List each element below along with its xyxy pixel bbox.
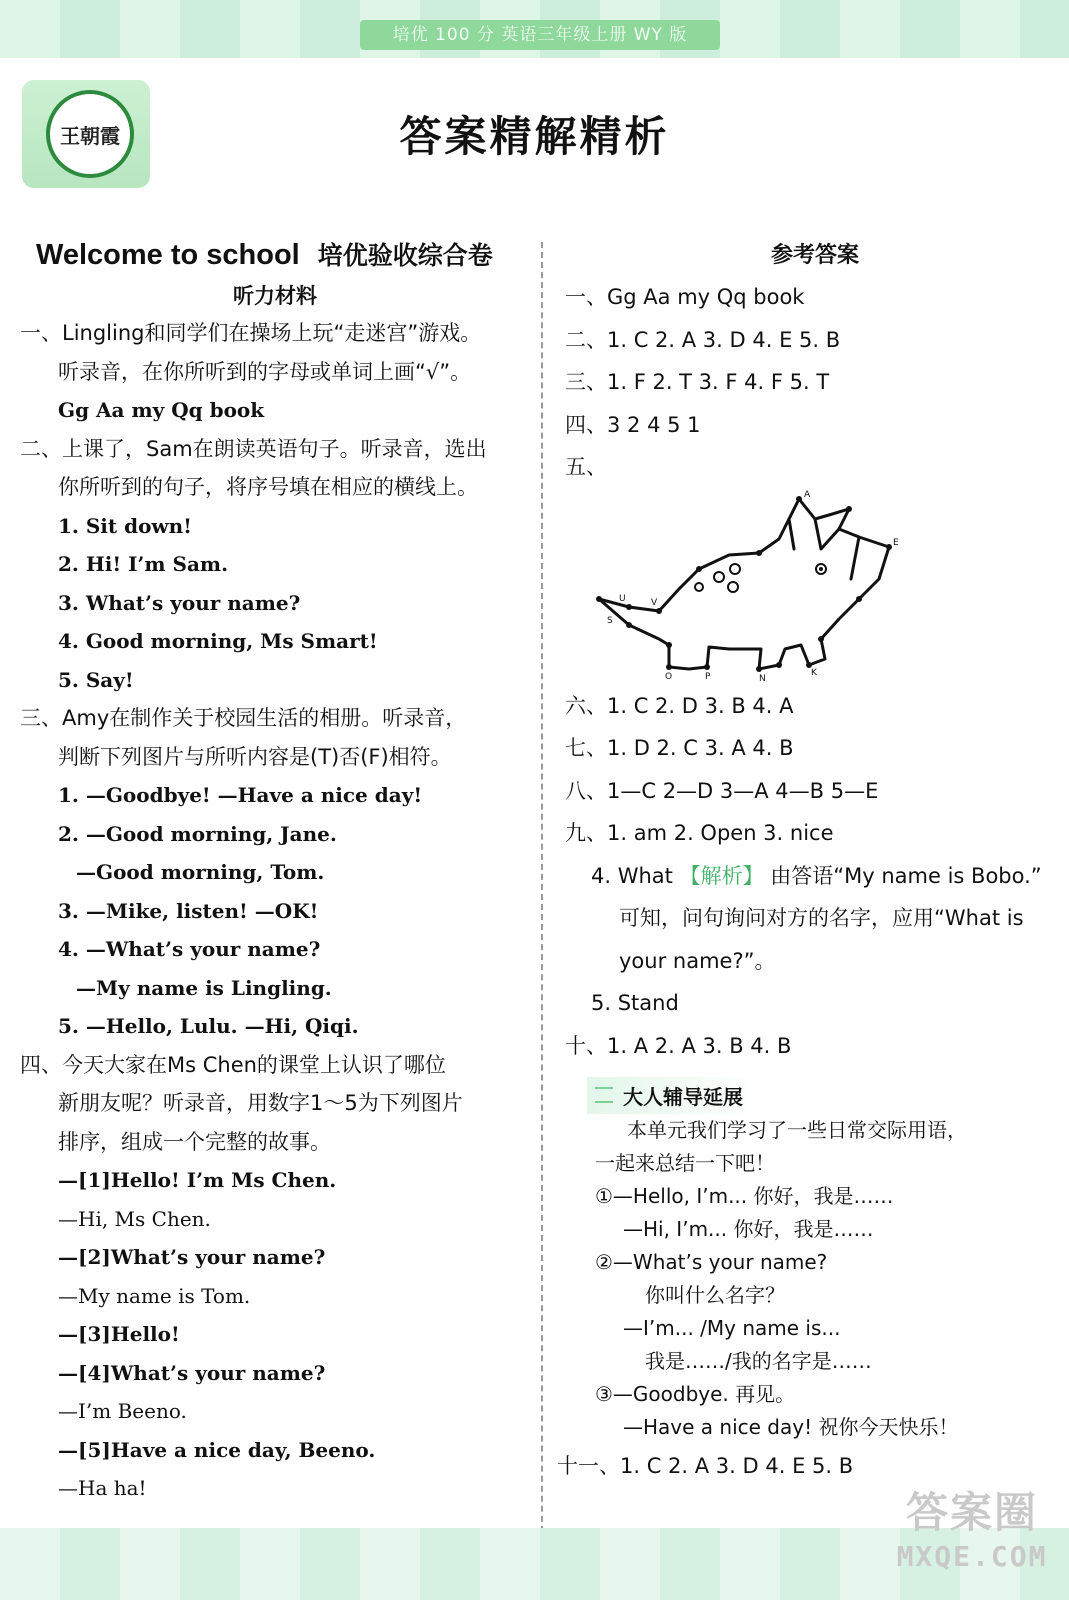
svg-text:S: S (607, 615, 613, 626)
q2-sentence: 5. Say! (58, 667, 134, 692)
guidance-line: —I’m... /My name is... (623, 1316, 841, 1340)
answer-4: 四、3 2 4 5 1 (565, 412, 701, 437)
answer-3: 三、1. F 2. T 3. F 4. F 5. T (565, 370, 830, 394)
lines-icon (595, 1087, 613, 1103)
q4-story-line: —My name is Tom. (58, 1283, 251, 1308)
parent-guidance-box (565, 1077, 1065, 1444)
guidance-line: 你叫什么名字？ (645, 1283, 785, 1307)
q3-dialogue: 2. —Good morning, Jane. (58, 821, 337, 846)
header-banner: 培优 100 分 英语三年级上册 WY 版 (360, 20, 720, 50)
q4-story-line: —Hi, Ms Chen. (58, 1206, 211, 1231)
answer-9-5: 5. Stand (591, 991, 679, 1015)
q4-instruction-3: 排序，组成一个完整的故事。 (58, 1129, 331, 1154)
answer-2: 二、1. C 2. A 3. D 4. E 5. B (565, 327, 841, 352)
q2-sentence: 3. What’s your name? (58, 590, 301, 615)
q3-dialogue: 3. —Mike, listen! —OK! (58, 898, 319, 923)
q4-instruction-2: 新朋友呢？听录音，用数字1～5为下列图片 (58, 1091, 463, 1115)
parent-guidance-title-text: 大人辅导延展 (623, 1085, 743, 1109)
q3-dialogue: —My name is Lingling. (76, 975, 332, 1000)
q1-instruction-1: 一、Lingling和同学们在操场上玩“走迷宫”游戏。 (20, 321, 482, 345)
q4-story-line: —I’m Beeno. (58, 1399, 187, 1423)
q2-instruction-1: 二、上课了，Sam在朗读英语句子。听录音，选出 (20, 436, 487, 461)
watermark (887, 1480, 1057, 1573)
answer-5: 五、 (565, 455, 607, 479)
page-title: 答案精解精析 (399, 112, 670, 161)
column-divider (541, 242, 543, 1582)
listening-material-subtitle: 听力材料 (233, 284, 317, 308)
q3-dialogue: 4. —What’s your name? (58, 937, 321, 961)
answers-title: 参考答案 (770, 243, 859, 268)
svg-text:N: N (759, 673, 766, 684)
q4-story-line: —[4]What’s your name? (58, 1360, 326, 1385)
q3-dialogue: —Good morning, Tom. (76, 860, 325, 884)
q3-dialogue: 1. —Goodbye! —Have a nice day! (58, 783, 423, 807)
q4-story-line: —Ha ha! (58, 1476, 147, 1500)
q3-instruction-2: 判断下列图片与所听内容是(T)否(F)相符。 (58, 744, 452, 769)
dinosaur-dot-to-dot-image (589, 489, 919, 685)
top-decorative-band (0, 0, 1069, 58)
svg-text:P: P (705, 671, 711, 682)
answer-9-4-explain: 由答语“My name is Bobo.” (770, 863, 1042, 888)
analysis-tag: 【解析】 (679, 863, 764, 888)
svg-text:U: U (619, 593, 626, 604)
q3-instruction-1: 三、Amy在制作关于校园生活的相册。听录音， (20, 706, 467, 730)
logo-text: 王朝霞 (60, 123, 120, 148)
q1-items: Gg Aa my Qq book (58, 398, 265, 422)
answer-9-4-explain-2: 可知，问句询问对方的名字，应用“What is (619, 906, 1024, 930)
section-title-cn: 培优验收综合卷 (317, 241, 493, 270)
dinosaur-figure (565, 489, 1065, 685)
svg-text:A: A (804, 489, 811, 500)
answer-9-4 (565, 855, 1065, 898)
section-title (20, 236, 530, 272)
guidance-line: —Hi, I’m... 你好，我是…… (623, 1217, 874, 1241)
answer-9-4-word: 4. What (591, 863, 680, 888)
q4-story-line: —[1]Hello! I’m Ms Chen. (58, 1168, 337, 1192)
answer-9-4-explain-3: your name?”。 (619, 948, 776, 973)
guidance-line: —Have a nice day! 祝你今天快乐！ (623, 1415, 959, 1439)
parent-guidance-title (587, 1077, 761, 1114)
right-column (565, 236, 1065, 1444)
svg-text:O: O (665, 671, 673, 682)
answer-10: 十、1. A 2. A 3. B 4. B (565, 1033, 792, 1058)
q4-instruction-1: 四、今天大家在Ms Chen的课堂上认识了哪位 (20, 1052, 446, 1077)
watermark-url: MXQE.COM (896, 1540, 1048, 1573)
q2-sentence: 4. Good morning, Ms Smart! (58, 629, 378, 653)
guidance-line: 一起来总结一下吧！ (595, 1151, 775, 1175)
q2-sentence: 2. Hi! I’m Sam. (58, 552, 229, 576)
svg-text:E: E (893, 537, 899, 548)
q2-sentence: 1. Sit down! (58, 513, 192, 538)
section-title-en: Welcome to school (36, 239, 300, 271)
q1-instruction-2: 听录音，在你所听到的字母或单词上画“√”。 (58, 359, 472, 384)
svg-text:V: V (651, 597, 658, 608)
q3-dialogue: 5. —Hello, Lulu. —Hi, Qiqi. (58, 1014, 359, 1038)
answer-6: 六、1. C 2. D 3. B 4. A (565, 693, 794, 718)
left-column (20, 236, 530, 1508)
guidance-line: 我是……/我的名字是…… (645, 1349, 872, 1373)
answer-1: 一、Gg Aa my Qq book (565, 285, 805, 309)
guidance-line: ③—Goodbye. 再见。 (595, 1382, 796, 1406)
watermark-logo-text: 答案圈 (905, 1488, 1038, 1537)
answer-7: 七、1. D 2. C 3. A 4. B (565, 736, 794, 760)
guidance-line: ①—Hello, I’m... 你好，我是…… (595, 1184, 894, 1208)
q4-story-line: —[5]Have a nice day, Beeno. (58, 1437, 376, 1462)
q4-story-line: —[2]What’s your name? (58, 1245, 326, 1269)
answer-9: 九、1. am 2. Open 3. nice (565, 821, 834, 845)
answer-8: 八、1—C 2—D 3—A 4—B 5—E (565, 778, 879, 803)
answer-11: 十一、1. C 2. A 3. D 4. E 5. B (557, 1454, 854, 1478)
q2-instruction-2: 你所听到的句子，将序号填在相应的横线上。 (58, 475, 478, 499)
guidance-line: ②—What’s your name? (595, 1250, 828, 1274)
guidance-line: 本单元我们学习了一些日常交际用语， (627, 1118, 967, 1142)
svg-text:K: K (811, 667, 817, 678)
q4-story-line: —[3]Hello! (58, 1322, 180, 1346)
